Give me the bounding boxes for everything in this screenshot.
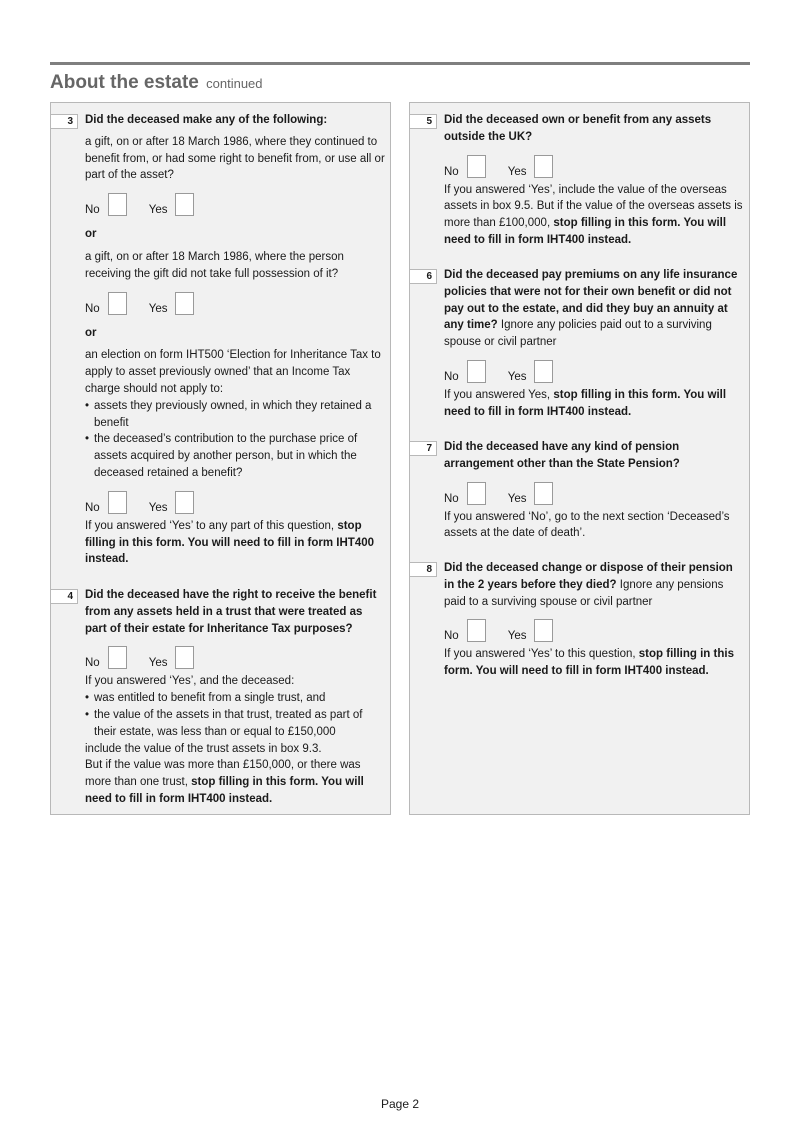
no-label: No: [444, 165, 459, 178]
list-item: • assets they previously owned, in which they retained a benefit: [85, 398, 385, 432]
note-bold-text: stop filling in this form. You will need to fill in form IHT400 instead.: [85, 519, 375, 566]
question-text: Did the deceased pay premiums on any life insurance policies that were not for their own benefit or did not pay out to the estate, and did they buy an annuity at any time?: [444, 269, 738, 332]
bullet-list: [85, 398, 385, 482]
yes-checkbox[interactable]: [534, 360, 553, 383]
question-number: 7: [410, 441, 437, 456]
instruction-note: If you answered ‘No’, go to the next section ‘Deceased’s assets at the date of death’.: [444, 510, 730, 540]
question-text-block: [444, 267, 744, 351]
yes-label: Yes: [148, 501, 168, 514]
instruction-note: [444, 646, 744, 680]
instruction-note: [85, 757, 385, 807]
answer-row: [85, 490, 385, 514]
option-text: a gift, on or after 18 March 1986, where they continued to benefit from, or had some right to benefit from, or use all or part of the asset?: [85, 135, 385, 182]
yes-checkbox[interactable]: [175, 491, 194, 514]
no-label: No: [85, 501, 100, 514]
instruction-note: [85, 518, 385, 568]
question-note: Ignore any pensions paid to a surviving spouse or civil partner: [444, 578, 724, 608]
or-label: or: [85, 228, 97, 241]
page-title-text: About the estate: [50, 72, 199, 93]
no-checkbox[interactable]: [108, 646, 127, 669]
answer-row: [444, 618, 744, 642]
note-intro: If you answered ‘Yes’, and the deceased:: [85, 675, 295, 688]
page-number: Page 2: [380, 1097, 420, 1111]
yes-label: Yes: [507, 370, 527, 383]
note-bold-text: stop filling in this form. You will need to fill in form IHT400 instead.: [444, 388, 727, 418]
bullet-list: [85, 690, 385, 740]
note-text: If you answered ‘Yes’ to this question,: [444, 648, 636, 661]
answer-row: [85, 645, 385, 669]
note-text: If you answered ‘Yes’, include the value of the overseas assets in box 9.5. But if the value of the overseas assets is more than £100,000,: [444, 183, 743, 230]
no-checkbox[interactable]: [467, 482, 486, 505]
no-label: No: [444, 630, 459, 643]
yes-checkbox[interactable]: [534, 155, 553, 178]
yes-label: Yes: [507, 492, 527, 505]
question-text: Did the deceased own or benefit from any assets outside the UK?: [444, 114, 712, 143]
yes-checkbox[interactable]: [534, 482, 553, 505]
no-label: No: [85, 657, 100, 670]
yes-label: Yes: [507, 165, 527, 178]
answer-row: [85, 291, 385, 315]
option-text: a gift, on or after 18 March 1986, where the person receiving the gift did not take full possession of it?: [85, 250, 344, 280]
note-bold-text: stop filling in this form. You will need to fill in form IHT400 instead.: [444, 217, 727, 246]
list-item: • the deceased’s contribution to the purchase price of assets acquired by another person, but in which the deceased retained a benefit?: [85, 431, 385, 481]
yes-label: Yes: [148, 302, 168, 315]
yes-label: Yes: [148, 204, 168, 217]
answer-row: [444, 481, 744, 505]
no-checkbox[interactable]: [467, 619, 486, 642]
note-text: If you answered ‘Yes’ to any part of this question,: [85, 519, 335, 532]
yes-label: Yes: [148, 657, 168, 670]
yes-label: Yes: [507, 630, 527, 643]
yes-checkbox[interactable]: [175, 292, 194, 315]
page-title-suffix: continued: [206, 76, 263, 91]
option-text: an election on form IHT500 ‘Election for Inheritance Tax to apply to asset previously owned’ that an Income Tax charge should not apply to:: [85, 349, 381, 395]
instruction-note: [444, 387, 744, 421]
yes-checkbox[interactable]: [534, 619, 553, 642]
answer-row: [85, 192, 385, 216]
question-note: Ignore any policies paid out to a surviving spouse or civil partner: [444, 319, 712, 349]
left-panel: [50, 102, 391, 815]
no-label: No: [444, 370, 459, 383]
list-item: • was entitled to benefit from a single trust, and: [85, 690, 385, 707]
yes-checkbox[interactable]: [175, 193, 194, 216]
no-checkbox[interactable]: [108, 193, 127, 216]
question-text: Did the deceased change or dispose of their pension in the 2 years before they died?: [444, 562, 733, 591]
question-text: Did the deceased have any kind of pension arrangement other than the State Pension?: [444, 441, 680, 470]
note-bold-text: stop filling in this form. You will need to fill in form IHT400 instead.: [85, 776, 364, 805]
question-number: 3: [51, 114, 78, 129]
note-text: But if the value was more than £150,000, or there was more than one trust,: [85, 759, 361, 789]
answer-row: [444, 154, 744, 178]
question-number: 8: [410, 562, 437, 577]
note-text: If you answered Yes,: [444, 388, 551, 401]
no-checkbox[interactable]: [467, 155, 486, 178]
question-text: Did the deceased have the right to receive the benefit from any assets held in a trust that were treated as part of their estate for Inheritance Tax purposes?: [85, 589, 377, 635]
note-mid: include the value of the trust assets in box 9.3.: [85, 742, 322, 755]
question-text-block: [444, 560, 744, 610]
note-bold-text: stop filling in this form. You will need to fill in form IHT400 instead.: [444, 648, 734, 678]
question-number: 4: [51, 589, 78, 604]
no-label: No: [444, 492, 459, 505]
yes-checkbox[interactable]: [175, 646, 194, 669]
header-rule: [50, 62, 750, 65]
question-text: Did the deceased make any of the following:: [85, 114, 328, 126]
right-panel: [409, 102, 750, 815]
answer-row: [444, 359, 744, 383]
list-item: • the value of the assets in that trust, treated as part of their estate, was less than or equal to £150,000: [85, 707, 385, 741]
no-label: No: [85, 204, 100, 217]
page-title: [50, 72, 263, 94]
question-number: 5: [410, 114, 437, 129]
no-checkbox[interactable]: [467, 360, 486, 383]
question-number: 6: [410, 269, 437, 284]
or-label: or: [85, 326, 97, 339]
no-label: No: [85, 302, 100, 315]
no-checkbox[interactable]: [108, 292, 127, 315]
instruction-note: [444, 182, 744, 249]
no-checkbox[interactable]: [108, 491, 127, 514]
